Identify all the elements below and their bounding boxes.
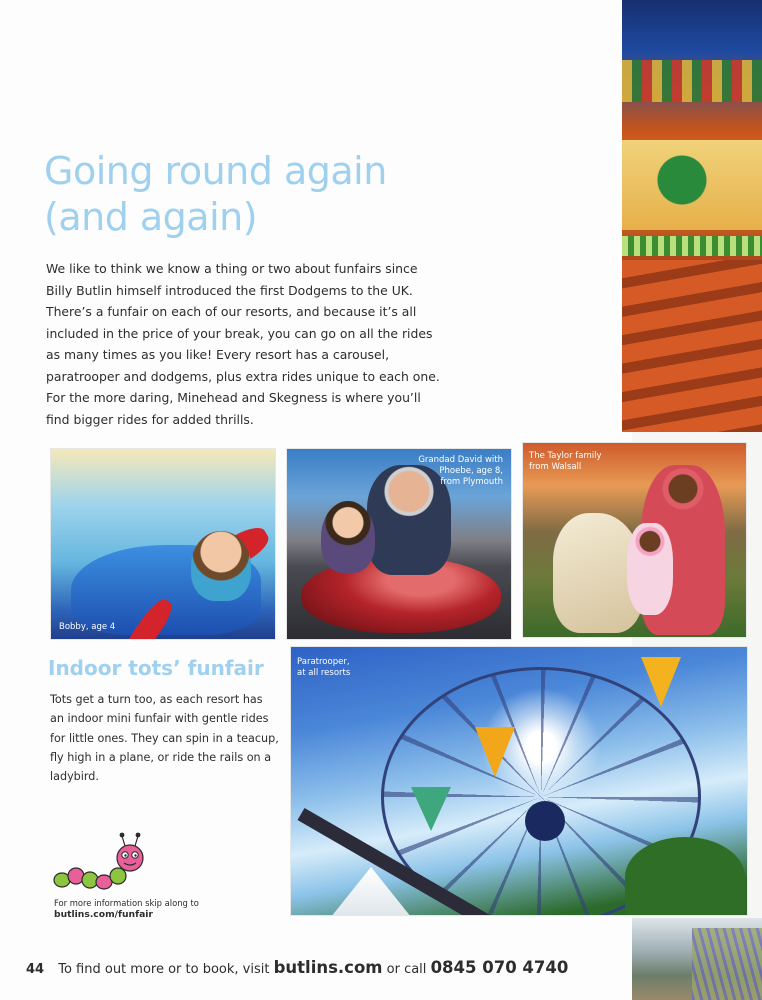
- lavender-detail: [692, 928, 762, 1000]
- caterpillar-icon: [52, 830, 152, 892]
- carousel-ornament: [622, 140, 762, 230]
- website-link[interactable]: butlins.com: [273, 958, 383, 977]
- photo-taylor-carousel: [522, 442, 747, 638]
- page-number: 44: [26, 962, 45, 977]
- photo-caption: Bobby, age 4: [59, 622, 116, 632]
- carousel-band: [622, 60, 762, 102]
- photo-bobby-plane-ride: [50, 448, 276, 640]
- more-info-text: For more information skip along to: [54, 898, 199, 908]
- caption-line: Paratrooper,: [297, 657, 350, 667]
- footer-text: To find out more or to book, visit: [58, 962, 270, 977]
- funfair-link[interactable]: butlins.com/funfair: [54, 909, 153, 920]
- caption-line: from Plymouth: [440, 477, 503, 487]
- title-line-1: Going round again: [44, 149, 387, 193]
- footer-text-middle: or call: [386, 962, 427, 977]
- child-figure: [191, 531, 251, 601]
- page-title: [44, 148, 444, 240]
- tots-heading: Indoor tots’ funfair: [48, 656, 264, 680]
- tots-paragraph: Tots get a turn too, as each resort has an indoor mini funfair with gentle rides for little ones. They can spin in a teacup, fly high in a plane, or ride the rails on a ladybird.: [50, 693, 279, 784]
- tree-shape: [625, 837, 745, 916]
- phone-number[interactable]: 0845 070 4740: [430, 958, 569, 977]
- caption-line: Phoebe, age 8,: [439, 466, 503, 476]
- caption-line: The Taylor family: [529, 451, 602, 461]
- page-footer: [26, 958, 568, 977]
- photo-caption: [297, 657, 350, 679]
- photo-grandad-dodgems: [286, 448, 512, 640]
- photo-caption: [529, 451, 602, 473]
- girl-figure: [321, 501, 375, 573]
- child-figure: [627, 523, 673, 615]
- caption-line: from Walsall: [529, 462, 582, 472]
- caption-line: Grandad David with: [418, 455, 503, 465]
- photo-caption: [418, 455, 503, 488]
- title-line-2: (and again): [44, 195, 258, 239]
- intro-paragraph: We like to think we know a thing or two about funfairs since Billy Butlin himself introduced the first Dodgems to the UK. There’s a funfair on each of our resorts, and because it’s all included in the price of your break, you can go on all the rides as many times as you like! Every resort has a carousel, paratrooper and dodgems, plus extra rides unique to each one. For the more daring, Minehead and Skegness is where you’ll find bigger rides for added thrills.: [46, 261, 440, 427]
- ride-hub: [525, 801, 565, 841]
- lavender-photo-strip: [632, 918, 762, 1000]
- photo-paratrooper-ride: [290, 646, 748, 916]
- carousel-canopy: [622, 260, 762, 432]
- carousel-trim: [622, 236, 762, 256]
- caption-line: at all resorts: [297, 668, 351, 678]
- carousel-photo-strip: [622, 0, 762, 432]
